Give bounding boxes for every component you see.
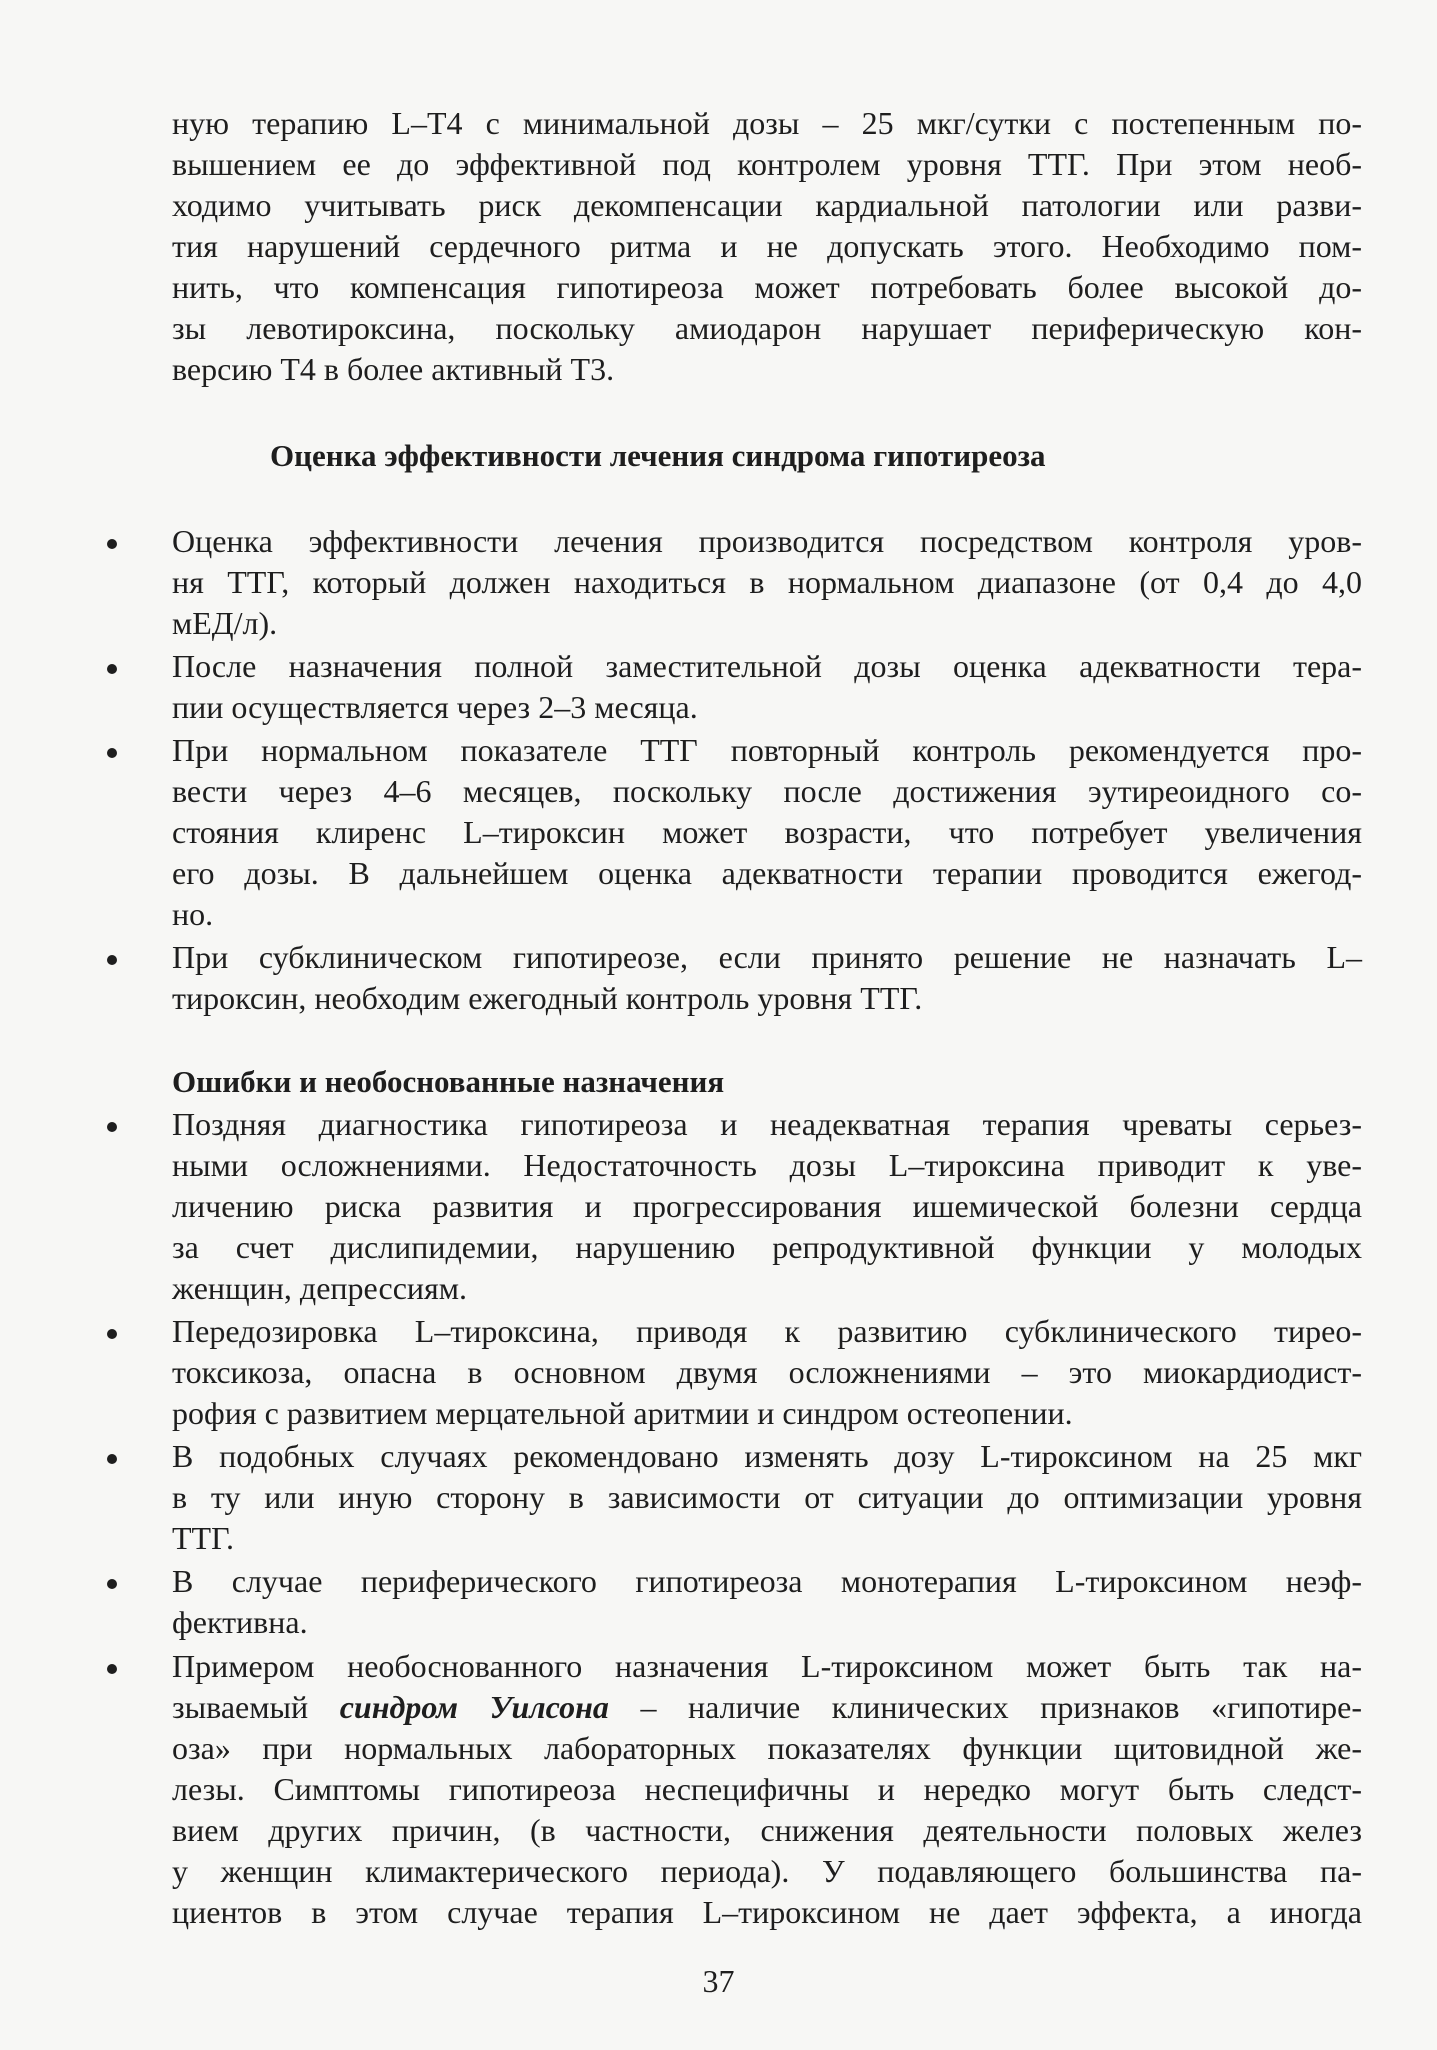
bullet-icon [107,955,117,965]
text-line: рофия с развитием мерцательной аритмии и синдром остеопении. [172,1395,1073,1431]
text-line: оза» при нормальных лабораторных показателях функции щитовидной же- [172,1730,1362,1766]
text-line: ТТГ. [172,1520,234,1556]
text-line: его дозы. В дальнейшем оценка адекватности терапии проводится ежегод- [172,855,1362,891]
text-line: При нормальном показателе ТТГ повторный контроль рекомендуется про- [172,732,1362,768]
bullet-icon [107,1454,117,1464]
term-wilson-syndrome: синдром Уилсона [339,1689,609,1725]
text-line: мЕД/л). [172,605,278,641]
section-heading-errors: Ошибки и необоснованные назначения [172,1064,725,1099]
text-line: в ту или иную сторону в зависимости от ситуации до оптимизации уровня [172,1479,1362,1515]
text-line: версию Т4 в более активный Т3. [172,351,615,387]
text-line: вием других причин, (в частности, снижения деятельности половых желез [172,1812,1362,1848]
text-line: за счет дислипидемии, нарушению репродуктивной функции у молодых [172,1229,1362,1265]
text-line: тироксин, необходим ежегодный контроль уровня ТТГ. [172,980,923,1016]
text-line: ную терапию L–T4 с минимальной дозы – 25 мкг/сутки с постепенным по- [172,105,1362,141]
text-line: После назначения полной заместительной дозы оценка адекватности тера- [172,648,1362,684]
text-line [172,1687,1362,1728]
text-line: В случае периферического гипотиреоза монотерапия L-тироксином неэф- [172,1563,1362,1599]
text-line: женщин, депрессиям. [172,1270,468,1306]
text-line: В подобных случаях рекомендовано изменять дозу L-тироксином на 25 мкг [172,1438,1362,1474]
page-number: 37 [702,1963,735,1999]
text-line: фективна. [172,1604,308,1640]
intro-paragraph [172,103,1362,390]
text-line: циентов в этом случае терапия L–тироксином не дает эффекта, а иногда [172,1894,1362,1930]
bullet-icon [107,1664,117,1674]
text-line: Примером необоснованного назначения L-тироксином может быть так на- [172,1648,1362,1684]
bullet-icon [107,539,117,549]
text-line: вести через 4–6 месяцев, поскольку после достижения эутиреоидного со- [172,773,1362,809]
text-line: ходимо учитывать риск декомпенсации кардиальной патологии или разви- [172,187,1362,223]
bullet-icon [107,1329,117,1339]
text-line: но. [172,896,214,932]
text-line: Передозировка L–тироксина, приводя к развитию субклинического тирео- [172,1313,1362,1349]
text-line: пии осуществляется через 2–3 месяца. [172,689,698,725]
bullet-icon [107,664,117,674]
text-line: вышением ее до эффективной под контролем уровня ТТГ. При этом необ- [172,146,1362,182]
text-line: тия нарушений сердечного ритма и не допускать этого. Необходимо пом- [172,228,1362,264]
text-line: ня ТТГ, который должен находиться в нормальном диапазоне (от 0,4 до 4,0 [172,564,1362,600]
bullet-icon [107,1579,117,1589]
text-line: Оценка эффективности лечения производится посредством контроля уров- [172,523,1362,559]
text-line: стояния клиренс L–тироксин может возрасти, что потребует увеличения [172,814,1362,850]
text-run: зываемый [172,1689,340,1725]
text-line: зы левотироксина, поскольку амиодарон нарушает периферическую кон- [172,310,1362,346]
text-line: личению риска развития и прогрессирования ишемической болезни сердца [172,1188,1362,1224]
text-run: – наличие клинических признаков «гипотире- [608,1689,1363,1725]
text-line: Поздняя диагностика гипотиреоза и неадекватная терапия чреваты серьез- [172,1106,1362,1142]
text-line: у женщин климактерического периода). У подавляющего большинства па- [172,1853,1362,1889]
bullet-icon [107,1122,117,1132]
section-heading-evaluation: Оценка эффективности лечения синдрома гипотиреоза [270,438,1046,473]
text-line: нить, что компенсация гипотиреоза может потребовать более высокой до- [172,269,1362,305]
text-line: лезы. Симптомы гипотиреоза неспецифичны и нередко могут быть следст- [172,1771,1362,1807]
text-line: ными осложнениями. Недостаточность дозы L–тироксина приводит к уве- [172,1147,1362,1183]
text-line: токсикоза, опасна в основном двумя осложнениями – это миокардиодист- [172,1354,1362,1390]
text-line: При субклиническом гипотиреозе, если принято решение не назначать L– [172,939,1362,975]
bullet-icon [107,748,117,758]
